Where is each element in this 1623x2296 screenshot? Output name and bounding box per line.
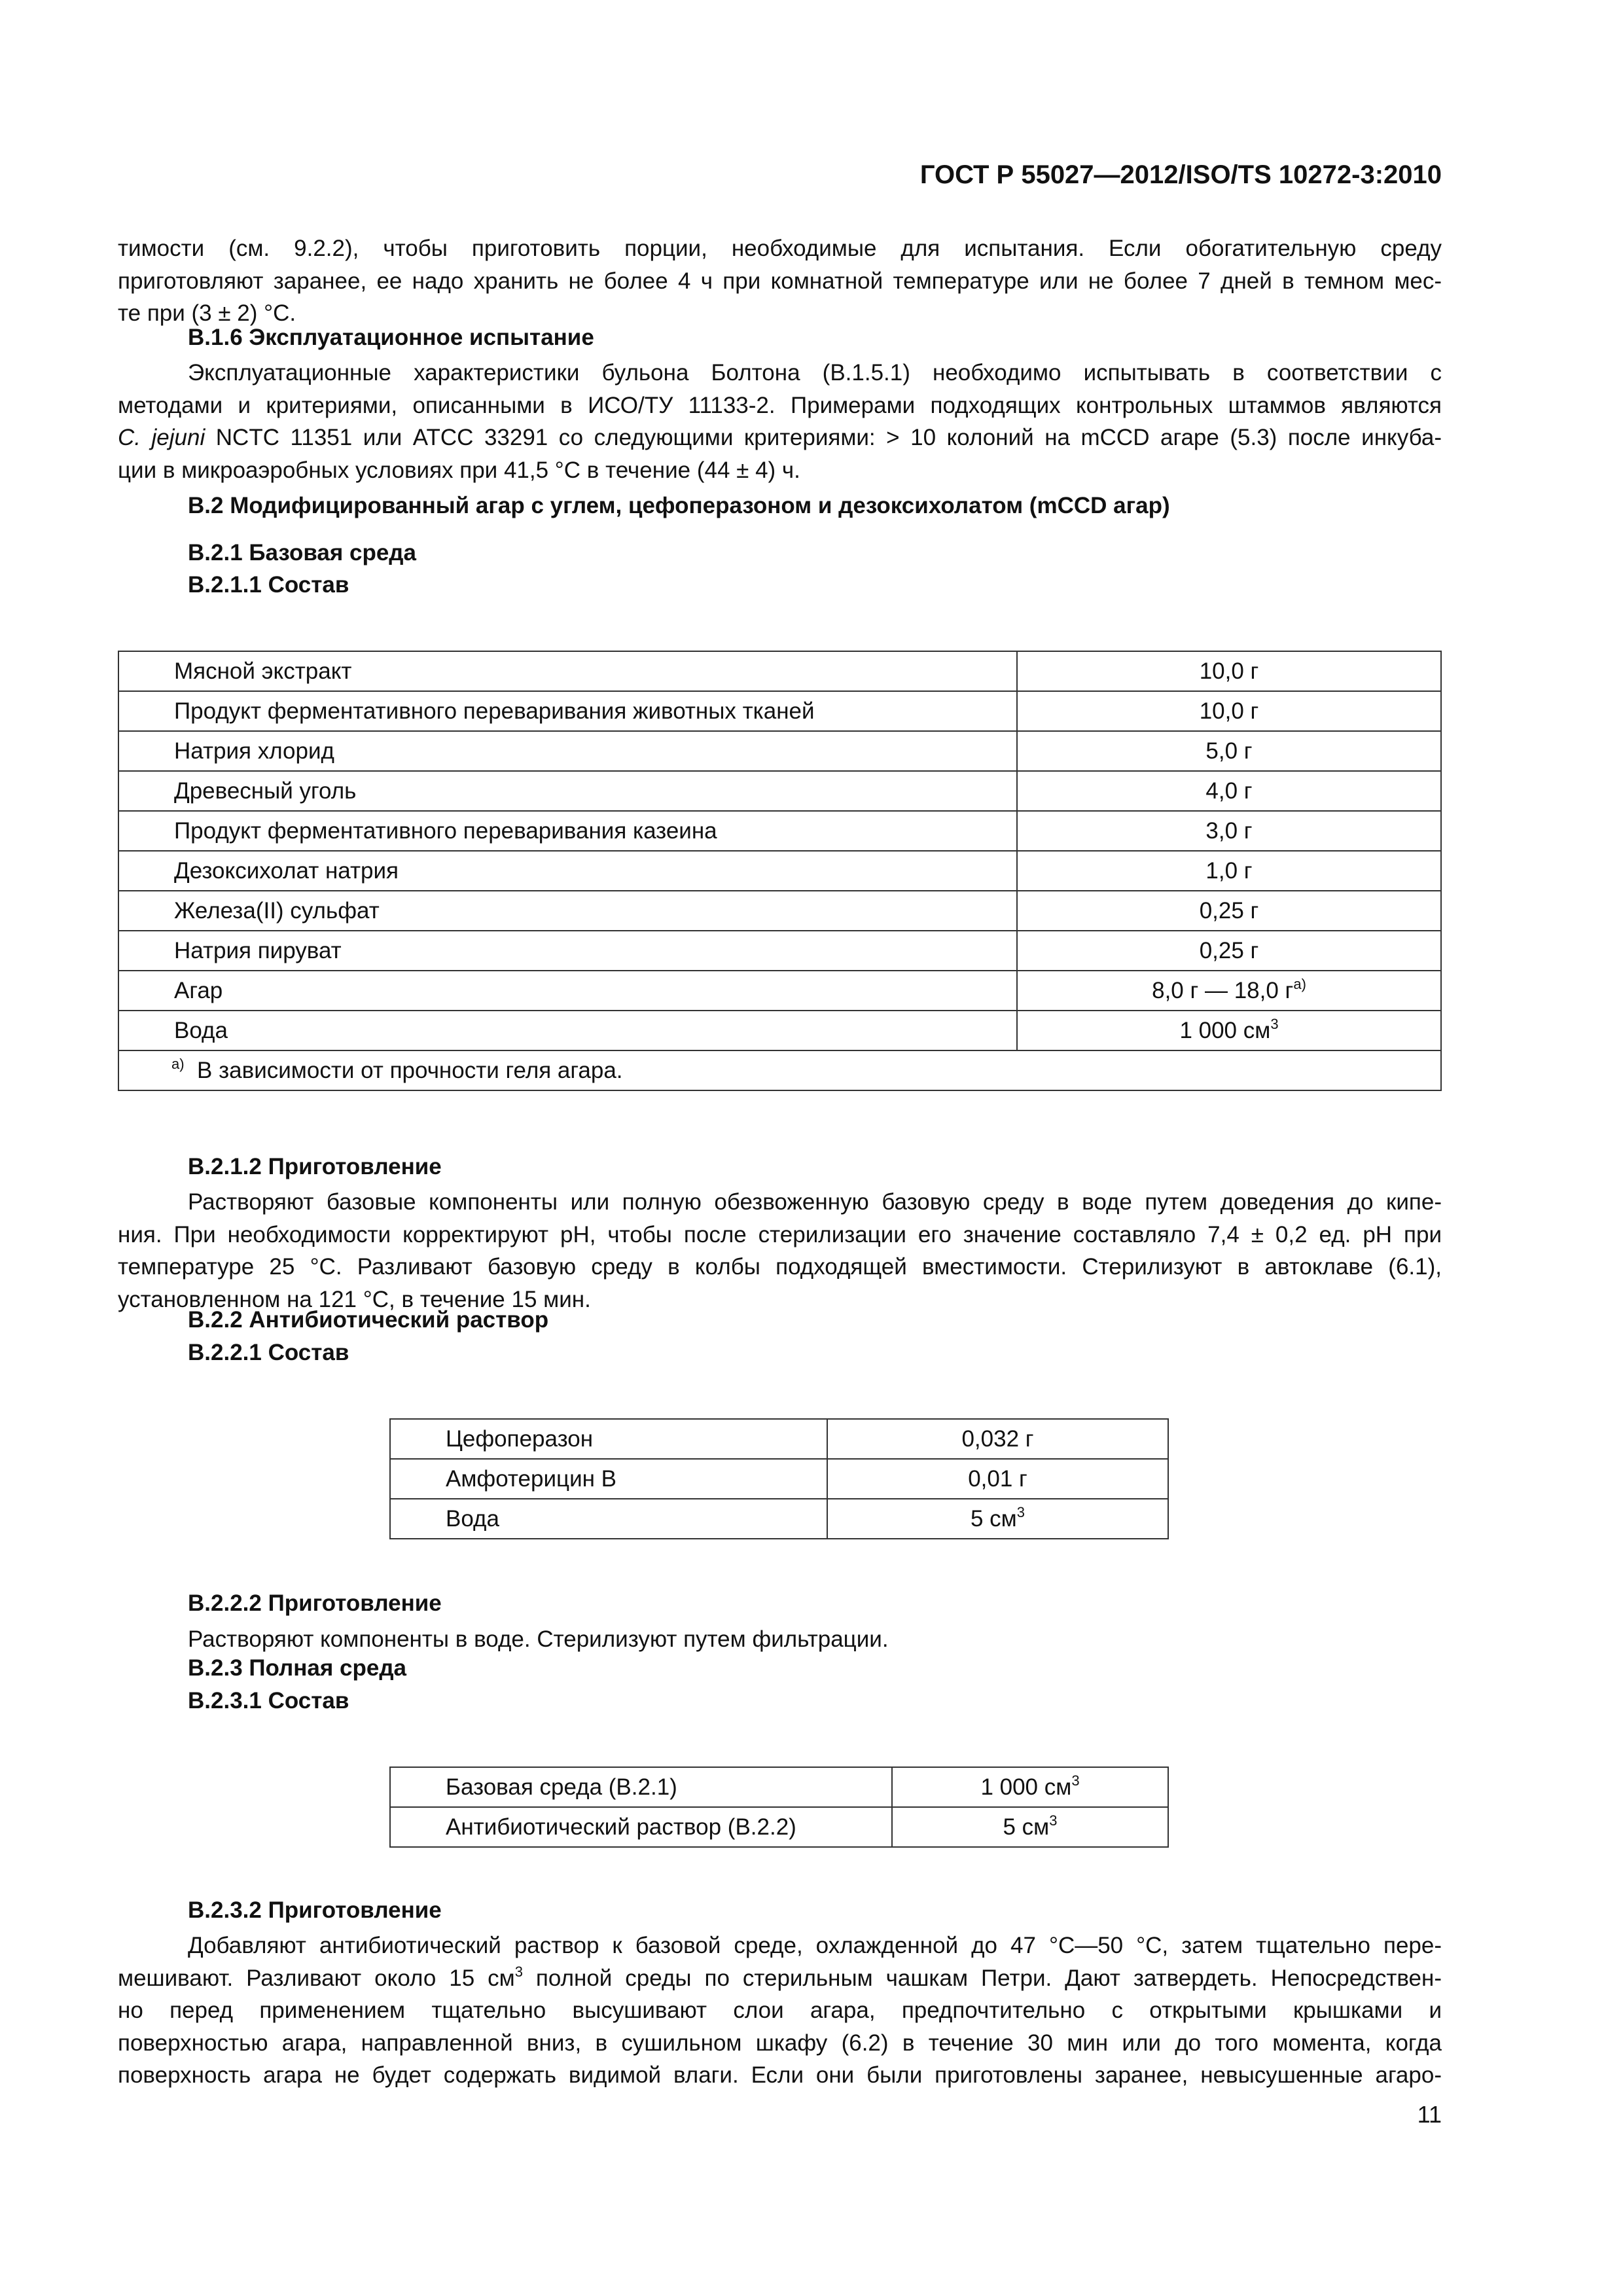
- text-line: температуре 25 °C. Разливают базовую среду в колбы подходящей вместимости. Стерилизуют в автоклаве (6.1),: [118, 1254, 1442, 1280]
- section-heading-b232: B.2.3.2 Приготовление: [188, 1897, 442, 1923]
- ingredient: Мясной экстракт: [118, 651, 1017, 691]
- ingredient: Базовая среда (B.2.1): [390, 1767, 892, 1807]
- text-line: установленном на 121 °C, в течение 15 мин.: [118, 1286, 591, 1312]
- amount: 5,0 г: [1017, 731, 1441, 771]
- table-row: [118, 771, 1441, 811]
- text-line: Растворяют базовые компоненты или полную обезвоженную базовую среду в воде путем доведения до кипе-: [188, 1189, 1442, 1215]
- text-line: ции в микроаэробных условиях при 41,5 °C в течение (44 ± 4) ч.: [118, 457, 800, 483]
- composition-table-antibiotic: [389, 1418, 1169, 1539]
- table-footnote-row: [118, 1050, 1441, 1090]
- ingredient: Продукт ферментативного переваривания казеина: [118, 811, 1017, 851]
- table-row: [118, 651, 1441, 691]
- superscript: 3: [1016, 1503, 1025, 1520]
- table-row: [118, 891, 1441, 931]
- section-heading-b23: B.2.3 Полная среда: [188, 1655, 407, 1681]
- footnote-mark: a): [171, 1055, 185, 1072]
- table-row: [390, 1459, 1168, 1499]
- text-line: [118, 1962, 1442, 1995]
- page-number: 11: [1417, 2101, 1442, 2128]
- ingredient: Вода: [390, 1499, 827, 1539]
- amount: 1,0 г: [1017, 851, 1441, 891]
- table-row: [390, 1767, 1168, 1807]
- superscript: 3: [1270, 1015, 1279, 1032]
- section-heading-b212: B.2.1.2 Приготовление: [188, 1154, 442, 1179]
- ingredient: Дезоксихолат натрия: [118, 851, 1017, 891]
- superscript: 3: [1049, 1812, 1058, 1829]
- paragraph-b232: [118, 1929, 1442, 2092]
- text-line: тимости (см. 9.2.2), чтобы приготовить порции, необходимые для испытания. Если обогатительную среду: [118, 236, 1442, 261]
- text-line: методами и критериями, описанными в ИСО/ТУ 11133-2. Примерами подходящих контрольных штаммов являются: [118, 392, 1442, 418]
- footnote-text: В зависимости от прочности геля агара.: [197, 1057, 623, 1083]
- paragraph-continuation: [118, 232, 1442, 330]
- section-heading-b2: B.2 Модифицированный агар с углем, цефоперазоном и дезоксихолатом (mCCD агар): [188, 493, 1170, 518]
- amount: [1017, 971, 1441, 1011]
- text-line: ния. При необходимости корректируют pH, чтобы после стерилизации его значение составляло 7,4 ± 0,2 ед. pH при: [118, 1221, 1442, 1247]
- ingredient: Антибиотический раствор (B.2.2): [390, 1807, 892, 1847]
- ingredient: Продукт ферментативного переваривания животных тканей: [118, 691, 1017, 731]
- amount: 10,0 г: [1017, 651, 1441, 691]
- table-row: [118, 691, 1441, 731]
- table-row: [118, 971, 1441, 1011]
- footnote-ref: a): [1293, 975, 1306, 992]
- superscript: 3: [1071, 1772, 1080, 1789]
- text: мешивают. Разливают около 15 см: [118, 1965, 515, 1991]
- text-line: [118, 422, 1442, 454]
- ingredient: Амфотерицин B: [390, 1459, 827, 1499]
- section-heading-b221: B.2.2.1 Состав: [188, 1340, 349, 1365]
- table-row: [390, 1807, 1168, 1847]
- ingredient: Железа(II) сульфат: [118, 891, 1017, 931]
- composition-table-base: [118, 651, 1442, 1091]
- table-footnote: [118, 1050, 1441, 1090]
- ingredient: Цефоперазон: [390, 1419, 827, 1459]
- text-line: приготовляют заранее, ее надо хранить не более 4 ч при комнатной температуре или не более 7 дней в темном мес-: [118, 268, 1442, 294]
- table-row: [118, 811, 1441, 851]
- section-heading-b211: B.2.1.1 Состав: [188, 572, 349, 598]
- amount: [892, 1767, 1168, 1807]
- amount-value: 1 000 см: [1179, 1017, 1271, 1043]
- section-heading-b16: B.1.6 Эксплуатационное испытание: [188, 325, 594, 350]
- superscript: 3: [514, 1963, 523, 1980]
- text: полной среды по стерильным чашкам Петри. Дают затвердеть. Непосредствен-: [522, 1965, 1442, 1991]
- amount-value: 1 000 см: [980, 1774, 1072, 1800]
- text-line: поверхность агара не будет содержать видимой влаги. Если они были приготовлены заранее, невысушенные агаро-: [118, 2062, 1442, 2088]
- amount: 0,032 г: [827, 1419, 1168, 1459]
- amount: [827, 1499, 1168, 1539]
- text-line: те при (3 ± 2) °C.: [118, 300, 296, 326]
- table-row: [390, 1499, 1168, 1539]
- section-heading-b21: B.2.1 Базовая среда: [188, 540, 416, 565]
- paragraph-b212: [118, 1186, 1442, 1316]
- paragraph-b16: [118, 357, 1442, 486]
- amount: 10,0 г: [1017, 691, 1441, 731]
- text-line: Растворяют компоненты в воде. Стерилизуют путем фильтрации.: [188, 1626, 889, 1652]
- ingredient: Древесный уголь: [118, 771, 1017, 811]
- section-heading-b22: B.2.2 Антибиотический раствор: [188, 1307, 549, 1333]
- text: NCTC 11351 или ATCC 33291 со следующими критериями: > 10 колоний на mCCD агаре (5.3) после инкуба-: [205, 425, 1442, 450]
- amount: 0,01 г: [827, 1459, 1168, 1499]
- table-row: [118, 851, 1441, 891]
- text-line: но перед применением тщательно высушивают слои агара, предпочтительно с открытыми крышками и: [118, 1998, 1442, 2023]
- section-heading-b231: B.2.3.1 Состав: [188, 1688, 349, 1713]
- amount: 3,0 г: [1017, 811, 1441, 851]
- section-heading-b222: B.2.2.2 Приготовление: [188, 1590, 442, 1616]
- ingredient: Агар: [118, 971, 1017, 1011]
- table-row: [390, 1419, 1168, 1459]
- table-row: [118, 1011, 1441, 1050]
- amount: [892, 1807, 1168, 1847]
- text-line: Добавляют антибиотический раствор к базовой среде, охлажденной до 47 °C—50 °C, затем тщательно пере-: [188, 1933, 1442, 1958]
- paragraph-b222: [118, 1623, 1442, 1656]
- table-row: [118, 931, 1441, 971]
- amount-value: 8,0 г — 18,0 г: [1152, 977, 1294, 1003]
- species-name: C. jejuni: [118, 425, 205, 450]
- document-header: ГОСТ Р 55027—2012/ISO/TS 10272-3:2010: [919, 160, 1442, 189]
- table-row: [118, 731, 1441, 771]
- text-line: Эксплуатационные характеристики бульона Болтона (B.1.5.1) необходимо испытывать в соответствии с: [188, 360, 1442, 386]
- amount: 0,25 г: [1017, 931, 1441, 971]
- ingredient: Натрия хлорид: [118, 731, 1017, 771]
- ingredient: Натрия пируват: [118, 931, 1017, 971]
- amount: [1017, 1011, 1441, 1050]
- amount: 4,0 г: [1017, 771, 1441, 811]
- text-line: поверхностью агара, направленной вниз, в сушильном шкафу (6.2) в течение 30 мин или до того момента, когда: [118, 2030, 1442, 2056]
- amount-value: 5 см: [1003, 1814, 1050, 1840]
- amount-value: 5 см: [970, 1505, 1017, 1532]
- amount: 0,25 г: [1017, 891, 1441, 931]
- composition-table-complete: [389, 1767, 1169, 1848]
- ingredient: Вода: [118, 1011, 1017, 1050]
